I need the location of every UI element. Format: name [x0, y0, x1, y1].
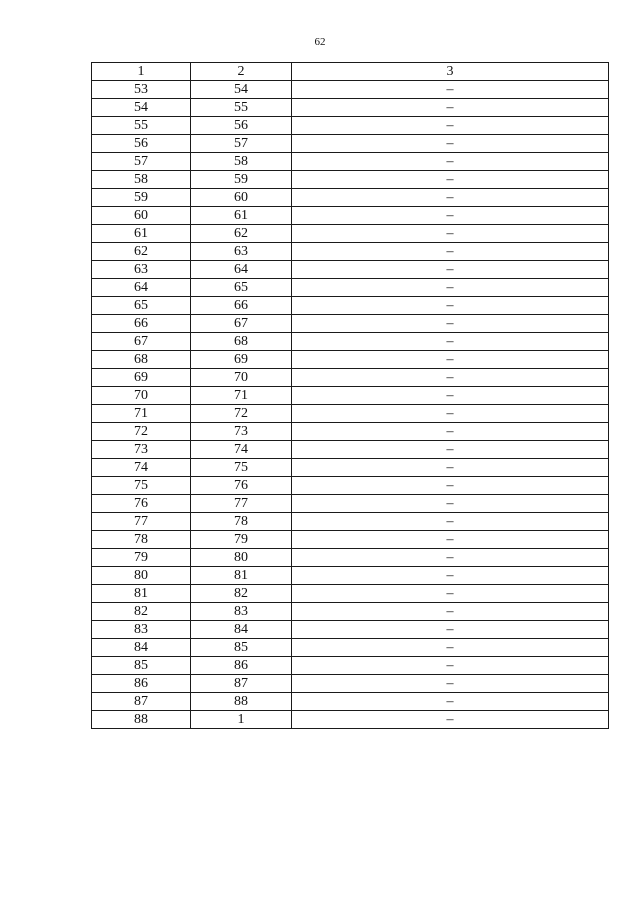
table-cell-col-3: – [292, 603, 609, 621]
table-cell-col-3: – [292, 621, 609, 639]
table-cell-col-3: – [292, 279, 609, 297]
table-cell-col-3: – [292, 423, 609, 441]
table-cell-col-3: – [292, 153, 609, 171]
table-cell-col-3: – [292, 369, 609, 387]
table-row [92, 171, 609, 189]
table-row [92, 369, 609, 387]
table-cell-col-1: 53 [92, 81, 191, 99]
table-cell-col-2: 79 [191, 531, 292, 549]
table-row [92, 693, 609, 711]
table-cell-col-2: 86 [191, 657, 292, 675]
table-cell-col-3: – [292, 693, 609, 711]
page-number: 62 [314, 36, 326, 48]
table-cell-col-3: – [292, 675, 609, 693]
table-row [92, 351, 609, 369]
table-cell-col-2: 72 [191, 405, 292, 423]
table-row [92, 99, 609, 117]
table-cell-col-2: 77 [191, 495, 292, 513]
table-cell-col-2: 87 [191, 675, 292, 693]
table-cell-col-3: – [292, 567, 609, 585]
table-row [92, 423, 609, 441]
table-cell-col-1: 59 [92, 189, 191, 207]
table-row [92, 585, 609, 603]
column-header-3: 3 [292, 63, 609, 81]
table-cell-col-3: – [292, 585, 609, 603]
table-row [92, 621, 609, 639]
table-cell-col-2: 74 [191, 441, 292, 459]
table-cell-col-2: 78 [191, 513, 292, 531]
table-cell-col-3: – [292, 81, 609, 99]
table-cell-col-2: 59 [191, 171, 292, 189]
table-cell-col-2: 70 [191, 369, 292, 387]
table-row [92, 495, 609, 513]
table-row [92, 225, 609, 243]
table-cell-col-1: 60 [92, 207, 191, 225]
table-cell-col-2: 61 [191, 207, 292, 225]
table-cell-col-1: 62 [92, 243, 191, 261]
table-cell-col-3: – [292, 405, 609, 423]
table-cell-col-1: 88 [92, 711, 191, 729]
table-cell-col-2: 76 [191, 477, 292, 495]
table-cell-col-1: 81 [92, 585, 191, 603]
table-row [92, 513, 609, 531]
table-cell-col-3: – [292, 711, 609, 729]
table-cell-col-2: 63 [191, 243, 292, 261]
table-cell-col-1: 58 [92, 171, 191, 189]
table-cell-col-2: 88 [191, 693, 292, 711]
table-row [92, 657, 609, 675]
table-cell-col-3: – [292, 297, 609, 315]
table-cell-col-2: 80 [191, 549, 292, 567]
table-cell-col-1: 78 [92, 531, 191, 549]
table-cell-col-2: 58 [191, 153, 292, 171]
table-cell-col-2: 62 [191, 225, 292, 243]
table-cell-col-1: 55 [92, 117, 191, 135]
table-cell-col-1: 56 [92, 135, 191, 153]
table-cell-col-2: 64 [191, 261, 292, 279]
table-cell-col-1: 83 [92, 621, 191, 639]
table-cell-col-1: 61 [92, 225, 191, 243]
data-table [91, 62, 609, 729]
table-cell-col-1: 67 [92, 333, 191, 351]
table-row [92, 711, 609, 729]
table-row [92, 189, 609, 207]
table-cell-col-1: 64 [92, 279, 191, 297]
table-cell-col-1: 57 [92, 153, 191, 171]
table-cell-col-2: 84 [191, 621, 292, 639]
table-row [92, 135, 609, 153]
table-cell-col-2: 83 [191, 603, 292, 621]
table-cell-col-3: – [292, 531, 609, 549]
table-cell-col-1: 70 [92, 387, 191, 405]
table-cell-col-3: – [292, 99, 609, 117]
table-cell-col-1: 77 [92, 513, 191, 531]
header-row [92, 63, 609, 81]
table-cell-col-3: – [292, 639, 609, 657]
table-cell-col-2: 71 [191, 387, 292, 405]
table-cell-col-1: 75 [92, 477, 191, 495]
table-cell-col-1: 66 [92, 315, 191, 333]
table-cell-col-2: 67 [191, 315, 292, 333]
table-row [92, 405, 609, 423]
table-cell-col-1: 79 [92, 549, 191, 567]
column-header-2: 2 [191, 63, 292, 81]
table-row [92, 333, 609, 351]
table-row [92, 243, 609, 261]
table-cell-col-3: – [292, 657, 609, 675]
table-cell-col-1: 86 [92, 675, 191, 693]
table-cell-col-2: 73 [191, 423, 292, 441]
table-cell-col-2: 65 [191, 279, 292, 297]
table-row [92, 207, 609, 225]
table-row [92, 531, 609, 549]
table-cell-col-2: 60 [191, 189, 292, 207]
table-row [92, 315, 609, 333]
table-cell-col-3: – [292, 117, 609, 135]
table-cell-col-1: 69 [92, 369, 191, 387]
table-row [92, 387, 609, 405]
table-row [92, 153, 609, 171]
table-cell-col-3: – [292, 207, 609, 225]
table-cell-col-2: 82 [191, 585, 292, 603]
table-cell-col-1: 82 [92, 603, 191, 621]
table-cell-col-3: – [292, 459, 609, 477]
table-cell-col-3: – [292, 333, 609, 351]
table-cell-col-2: 66 [191, 297, 292, 315]
table-cell-col-1: 74 [92, 459, 191, 477]
table-cell-col-3: – [292, 351, 609, 369]
table-cell-col-3: – [292, 315, 609, 333]
table-cell-col-3: – [292, 171, 609, 189]
table-header [92, 63, 609, 81]
table-cell-col-2: 68 [191, 333, 292, 351]
table-cell-col-2: 56 [191, 117, 292, 135]
table-cell-col-2: 1 [191, 711, 292, 729]
table-cell-col-1: 87 [92, 693, 191, 711]
table-cell-col-1: 65 [92, 297, 191, 315]
table-row [92, 639, 609, 657]
table-cell-col-3: – [292, 441, 609, 459]
table-row [92, 297, 609, 315]
table-row [92, 261, 609, 279]
table-cell-col-1: 71 [92, 405, 191, 423]
table-row [92, 603, 609, 621]
table-row [92, 567, 609, 585]
table-row [92, 675, 609, 693]
table-cell-col-3: – [292, 135, 609, 153]
table-cell-col-1: 73 [92, 441, 191, 459]
table-row [92, 549, 609, 567]
table-row [92, 117, 609, 135]
table-row [92, 477, 609, 495]
table-cell-col-3: – [292, 189, 609, 207]
table-cell-col-3: – [292, 549, 609, 567]
table-cell-col-2: 85 [191, 639, 292, 657]
table-row [92, 459, 609, 477]
table-cell-col-1: 84 [92, 639, 191, 657]
table-cell-col-2: 54 [191, 81, 292, 99]
table-cell-col-1: 63 [92, 261, 191, 279]
table-cell-col-1: 85 [92, 657, 191, 675]
table-cell-col-1: 80 [92, 567, 191, 585]
table-cell-col-3: – [292, 513, 609, 531]
table-cell-col-2: 69 [191, 351, 292, 369]
table-row [92, 279, 609, 297]
table-cell-col-3: – [292, 477, 609, 495]
table-cell-col-2: 81 [191, 567, 292, 585]
table-cell-col-3: – [292, 387, 609, 405]
table-cell-col-2: 57 [191, 135, 292, 153]
table-cell-col-3: – [292, 243, 609, 261]
table-cell-col-3: – [292, 261, 609, 279]
table-cell-col-1: 54 [92, 99, 191, 117]
column-header-1: 1 [92, 63, 191, 81]
table-row [92, 81, 609, 99]
table-cell-col-2: 75 [191, 459, 292, 477]
table-cell-col-3: – [292, 495, 609, 513]
table-body [92, 81, 609, 729]
table-cell-col-2: 55 [191, 99, 292, 117]
table-cell-col-3: – [292, 225, 609, 243]
table-cell-col-1: 68 [92, 351, 191, 369]
table-row [92, 441, 609, 459]
table-cell-col-1: 76 [92, 495, 191, 513]
table-cell-col-1: 72 [92, 423, 191, 441]
